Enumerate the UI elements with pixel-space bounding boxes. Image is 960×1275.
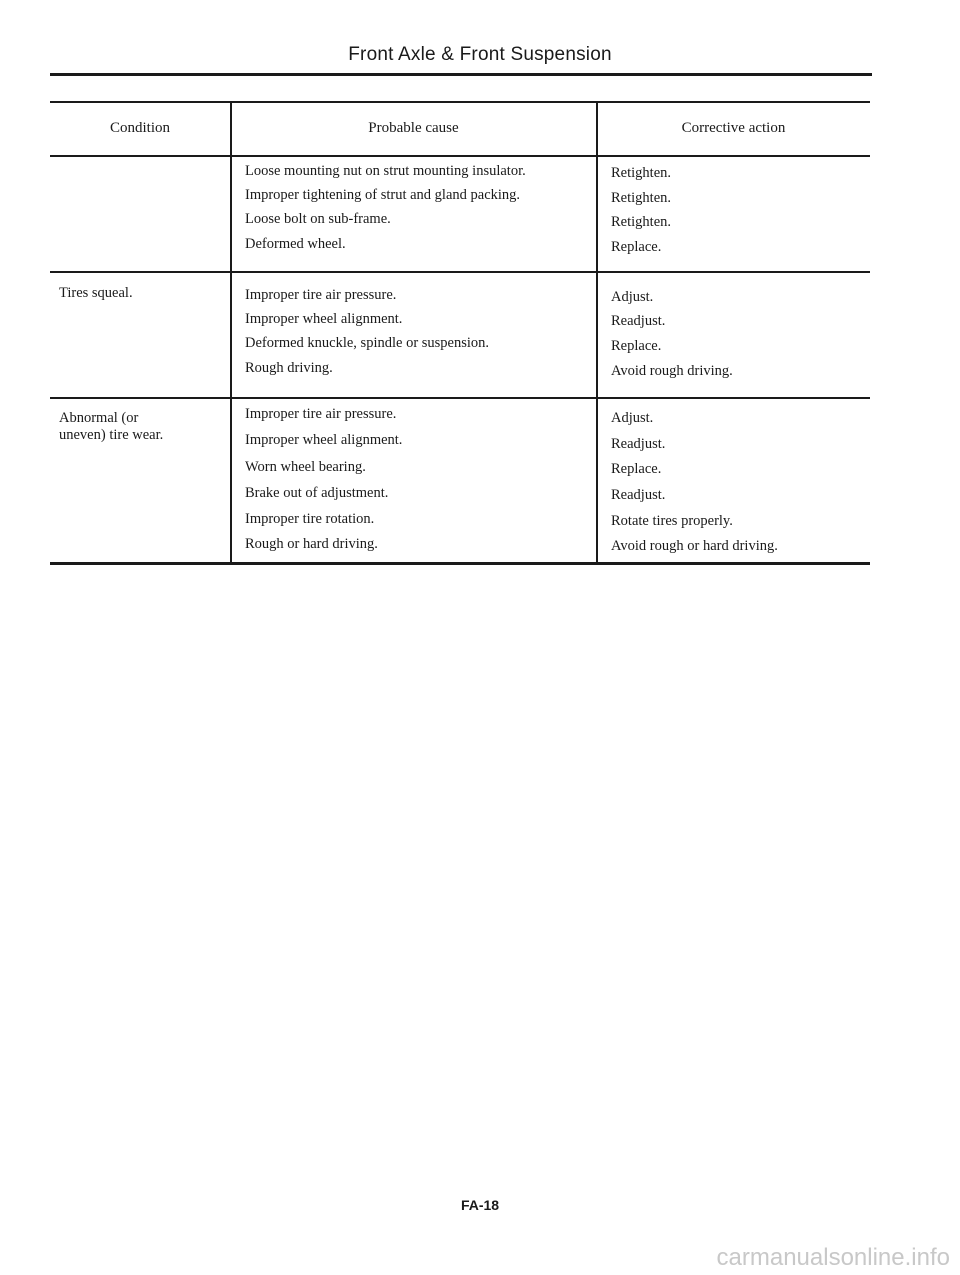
condition-cell: Abnormal (or uneven) tire wear.: [59, 410, 164, 443]
table-top-rule: [50, 101, 870, 103]
cause-cell: Loose bolt on sub-frame.: [245, 211, 391, 227]
cause-cell: Improper tire air pressure.: [245, 287, 397, 303]
action-cell: Avoid rough or hard driving.: [611, 538, 778, 554]
page-number: FA-18: [460, 1197, 500, 1213]
action-cell: Retighten.: [611, 165, 672, 181]
header-rule: [50, 73, 872, 76]
cause-cell: Loose mounting nut on strut mounting insulator.: [245, 163, 526, 179]
cause-cell: Worn wheel bearing.: [245, 459, 366, 475]
action-cell: Adjust.: [611, 289, 654, 305]
cause-cell: Deformed knuckle, spindle or suspension.: [245, 335, 490, 351]
group2-bottom-rule: [50, 397, 870, 399]
cause-cell: Improper tire air pressure.: [245, 406, 397, 422]
header-corrective-action: Corrective action: [681, 120, 786, 136]
action-cell: Avoid rough driving.: [611, 363, 733, 379]
header-bottom-rule: [50, 155, 870, 157]
column-divider-right: [596, 101, 598, 563]
action-cell: Readjust.: [611, 487, 666, 503]
cause-cell: Improper wheel alignment.: [245, 432, 403, 448]
condition-cell: Tires squeal.: [59, 285, 133, 301]
action-cell: Replace.: [611, 461, 662, 477]
cause-cell: Rough or hard driving.: [245, 536, 378, 552]
watermark-text: carmanualsonline.info: [716, 1244, 950, 1271]
action-cell: Retighten.: [611, 214, 672, 230]
column-divider-left: [230, 101, 232, 563]
cause-cell: Brake out of adjustment.: [245, 485, 389, 501]
action-cell: Retighten.: [611, 190, 672, 206]
cause-cell: Improper wheel alignment.: [245, 311, 403, 327]
cause-cell: Improper tightening of strut and gland packing.: [245, 187, 521, 203]
action-cell: Readjust.: [611, 436, 666, 452]
action-cell: Replace.: [611, 338, 662, 354]
action-cell: Replace.: [611, 239, 662, 255]
cause-cell: Deformed wheel.: [245, 236, 346, 252]
action-cell: Rotate tires properly.: [611, 513, 733, 529]
group1-bottom-rule: [50, 271, 870, 273]
page-header: Front Axle & Front Suspension: [348, 44, 612, 65]
cause-cell: Improper tire rotation.: [245, 511, 375, 527]
cause-cell: Rough driving.: [245, 360, 333, 376]
header-condition: Condition: [109, 120, 170, 136]
action-cell: Readjust.: [611, 313, 666, 329]
action-cell: Adjust.: [611, 410, 654, 426]
table-bottom-rule: [50, 562, 870, 565]
header-probable-cause: Probable cause: [368, 120, 459, 136]
